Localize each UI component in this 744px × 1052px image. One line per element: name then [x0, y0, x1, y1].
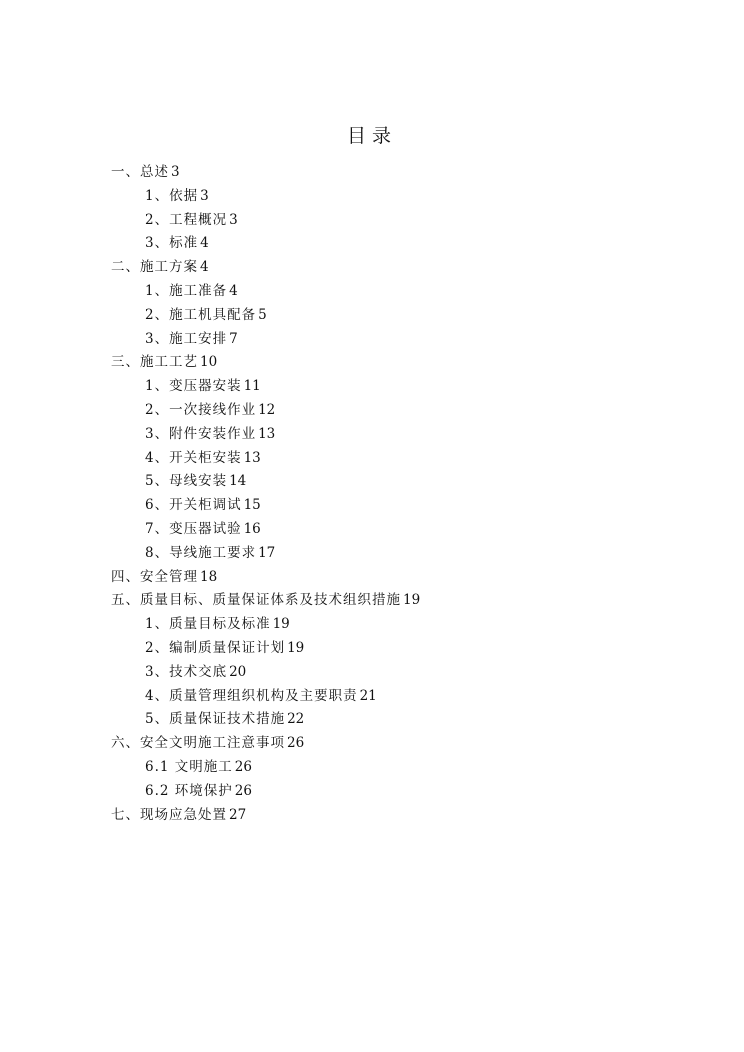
toc-entry[interactable] [0, 685, 744, 709]
toc-entry[interactable] [0, 161, 744, 185]
toc-entry-page: 3 [200, 187, 209, 204]
toc-entry-text: 二、施工方案 [111, 259, 198, 276]
toc-entry[interactable] [0, 209, 744, 233]
toc-entry-text: 5、质量保证技术措施 [145, 711, 286, 728]
toc-entry-text: 1、依据 [145, 187, 199, 204]
toc-entry-page: 11 [243, 378, 261, 395]
toc-entry-page: 10 [200, 354, 218, 371]
toc-entry[interactable] [0, 447, 744, 471]
toc-entry-page: 15 [243, 497, 261, 514]
toc-entry-text: 六、安全文明施工注意事项 [111, 735, 285, 752]
toc-entry-page: 3 [229, 211, 238, 228]
toc-entry-text: 8、导线施工要求 [145, 544, 257, 561]
toc-entry-page: 13 [258, 425, 276, 442]
toc-entry[interactable] [0, 708, 744, 732]
toc-entry-page: 26 [287, 735, 305, 752]
toc-entry-page: 7 [229, 330, 238, 347]
toc-entry-text: 1、质量目标及标准 [145, 616, 271, 633]
toc-entry-text: 1、施工准备 [145, 282, 228, 299]
toc-entry[interactable] [0, 613, 744, 637]
toc-entry-page: 19 [287, 639, 305, 656]
toc-entry-page: 19 [272, 616, 290, 633]
toc-entry[interactable] [0, 470, 744, 494]
toc-entry[interactable] [0, 780, 744, 804]
toc-entry-page: 16 [243, 520, 261, 537]
toc-entry-text: 5、母线安装 [145, 473, 228, 490]
toc-entry-text: 2、施工机具配备 [145, 306, 257, 323]
page-title: 目录 [346, 125, 397, 147]
toc-entry-page: 12 [258, 401, 276, 418]
toc-entry-page: 13 [243, 449, 261, 466]
toc-entry-page: 14 [229, 473, 247, 490]
toc-entry-text: 三、施工工艺 [111, 354, 198, 371]
toc-entry-text: 一、总述 [111, 164, 169, 180]
toc-entry[interactable] [0, 518, 744, 542]
toc-entry-text: 七、现场应急处置 [111, 806, 227, 823]
toc-entry[interactable] [0, 185, 744, 209]
toc-entry-page: 19 [403, 592, 421, 609]
toc-entry-text: 2、一次接线作业 [145, 401, 257, 418]
toc-entry-text: 四、安全管理 [111, 568, 198, 585]
toc-entry-text: 4、开关柜安装 [145, 449, 242, 466]
toc-entry[interactable] [0, 589, 744, 613]
toc-entry-text: 7、变压器试验 [145, 520, 242, 537]
toc-entry[interactable] [0, 351, 744, 375]
toc-entry-text: 6.1 文明施工 [145, 758, 233, 775]
toc-entry[interactable] [0, 280, 744, 304]
toc-entry-text: 3、附件安装作业 [145, 425, 257, 442]
toc-entry-text: 2、编制质量保证计划 [145, 639, 286, 656]
toc-entry[interactable] [0, 756, 744, 780]
toc-entry[interactable] [0, 399, 744, 423]
toc-entry-text: 2、工程概况 [145, 211, 228, 228]
toc-entry-text: 4、质量管理组织机构及主要职责 [145, 687, 358, 704]
toc-entry-text: 3、标准 [145, 235, 199, 252]
toc-entry-text: 1、变压器安装 [145, 378, 242, 395]
toc-entry-text: 3、施工安排 [145, 330, 228, 347]
toc-entry[interactable] [0, 542, 744, 566]
toc-entry-text: 五、质量目标、质量保证体系及技术组织措施 [111, 592, 401, 609]
table-of-contents [0, 161, 744, 827]
toc-entry[interactable] [0, 232, 744, 256]
toc-entry-page: 17 [258, 544, 276, 561]
toc-entry-page: 20 [229, 663, 247, 680]
toc-entry-page: 3 [171, 164, 180, 180]
toc-entry-text: 6、开关柜调试 [145, 497, 242, 514]
toc-entry[interactable] [0, 304, 744, 328]
toc-entry[interactable] [0, 732, 744, 756]
toc-entry-page: 21 [359, 687, 377, 704]
toc-entry[interactable] [0, 637, 744, 661]
toc-entry[interactable] [0, 494, 744, 518]
toc-entry-page: 4 [200, 259, 209, 276]
toc-entry-page: 26 [234, 782, 252, 799]
toc-entry-page: 18 [200, 568, 218, 585]
toc-entry-page: 4 [229, 282, 238, 299]
toc-entry-text: 3、技术交底 [145, 663, 228, 680]
toc-entry-page: 26 [234, 758, 252, 775]
toc-entry[interactable] [0, 256, 744, 280]
toc-entry-page: 4 [200, 235, 209, 252]
toc-entry-page: 27 [229, 806, 247, 823]
toc-entry[interactable] [0, 804, 744, 828]
toc-entry-page: 5 [258, 306, 267, 323]
toc-entry[interactable] [0, 328, 744, 352]
toc-entry[interactable] [0, 423, 744, 447]
toc-entry-text: 6.2 环境保护 [145, 782, 233, 799]
toc-entry-page: 22 [287, 711, 305, 728]
toc-entry[interactable] [0, 661, 744, 685]
toc-entry[interactable] [0, 375, 744, 399]
toc-entry[interactable] [0, 566, 744, 590]
